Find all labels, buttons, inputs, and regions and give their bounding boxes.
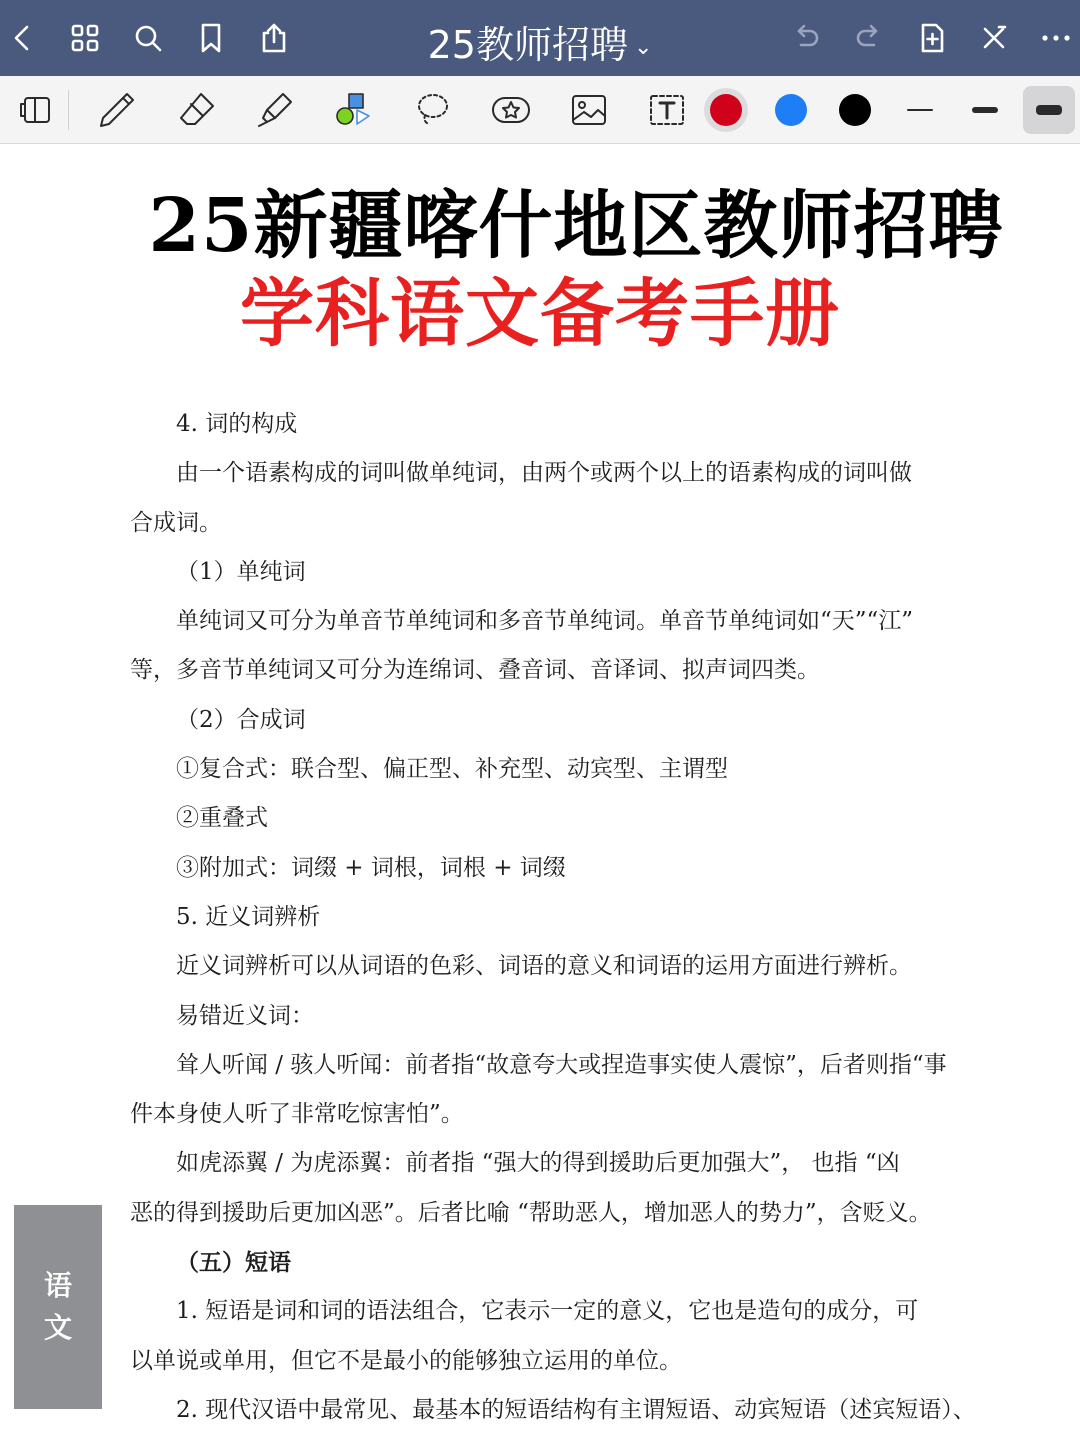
- stroke-thick-option[interactable]: [1023, 86, 1075, 134]
- list-item: ②重叠式: [176, 805, 268, 832]
- paragraph-line: 以单说或单用，但它不是最小的能够独立运用的单位。: [130, 1347, 682, 1374]
- color-black-swatch[interactable]: [839, 94, 871, 126]
- pen-icon[interactable]: [92, 86, 142, 134]
- section-heading: （五）短语: [176, 1249, 291, 1277]
- document-subheading: 学科语文备考手册: [240, 271, 840, 357]
- paragraph-line: 恶的得到援助后更加凶恶”。后者比喻 “帮助恶人，增加恶人的势力”，含贬义。: [130, 1199, 932, 1226]
- stroke-medium-option[interactable]: [959, 86, 1011, 134]
- subject-tab-char: 语: [43, 1269, 72, 1302]
- toolbar-divider: [68, 90, 69, 130]
- sticker-icon[interactable]: [486, 86, 536, 134]
- paragraph-line: 等，多音节单纯词又可分为连绵词、叠音词、音译词、拟声词四类。: [130, 657, 820, 684]
- list-item: ①复合式：联合型、偏正型、补充型、动宾型、主谓型: [176, 756, 728, 783]
- document-heading: 25新疆喀什地区教师招聘: [148, 183, 1004, 269]
- subsection-heading: （2）合成词: [176, 706, 306, 733]
- image-icon[interactable]: [564, 86, 614, 134]
- paragraph-line: 合成词。: [130, 509, 222, 536]
- paragraph-line: 件本身使人听了非常吃惊害怕”。: [130, 1101, 464, 1128]
- paragraph-line: 耸人听闻 / 骇人听闻：前者指“故意夸大或捏造事实使人震惊”，后者则指“事: [176, 1051, 947, 1078]
- document-body: [130, 400, 990, 1435]
- color-red-swatch[interactable]: [710, 94, 742, 126]
- section-heading: 4. 词的构成: [176, 411, 298, 437]
- text-icon[interactable]: [642, 86, 692, 134]
- subsection-heading: （1）单纯词: [176, 558, 306, 585]
- page-layout-icon[interactable]: [12, 86, 62, 134]
- paragraph-line: 如虎添翼 / 为虎添翼：前者指 “强大的得到援助后更加强大”， 也指 “凶: [176, 1150, 900, 1177]
- paragraph-line: 易错近义词：: [176, 1002, 314, 1029]
- list-item: ③附加式：词缀 + 词根，词根 + 词缀: [176, 854, 566, 881]
- document-title-text: 25教师招聘: [427, 23, 628, 67]
- shapes-icon[interactable]: [328, 86, 378, 134]
- redo-icon[interactable]: [847, 16, 891, 60]
- paragraph-line: 2. 现代汉语中最常见、最基本的短语结构有主谓短语、动宾短语（述宾短语）、: [176, 1396, 976, 1423]
- color-blue-swatch[interactable]: [775, 94, 807, 126]
- add-page-icon[interactable]: [910, 16, 954, 60]
- document-page[interactable]: [0, 145, 1080, 1440]
- annotation-toolbar: [0, 76, 1080, 144]
- undo-icon[interactable]: [784, 16, 828, 60]
- top-bar: [0, 0, 1080, 76]
- close-icon[interactable]: [972, 16, 1016, 60]
- paragraph-line: 1. 短语是词和词的语法组合，它表示一定的意义，它也是造句的成分，可: [176, 1298, 919, 1325]
- stroke-thin-option[interactable]: [894, 86, 946, 134]
- subject-tab: [14, 1205, 102, 1409]
- paragraph-line: 由一个语素构成的词叫做单纯词，由两个或两个以上的语素构成的词叫做: [176, 460, 912, 487]
- subject-tab-char: 文: [43, 1311, 72, 1344]
- highlighter-icon[interactable]: [250, 86, 300, 134]
- paragraph-line: 单纯词又可分为单音节单纯词和多音节单纯词。单音节单纯词如“天”“江”: [176, 608, 914, 635]
- more-icon[interactable]: [1034, 16, 1078, 60]
- section-heading: 5. 近义词辨析: [176, 903, 321, 930]
- chevron-down-icon: ⌄: [633, 35, 653, 60]
- lasso-icon[interactable]: [408, 86, 458, 134]
- eraser-icon[interactable]: [172, 86, 222, 134]
- paragraph-line: 近义词辨析可以从词语的色彩、词语的意义和词语的运用方面进行辨析。: [176, 953, 912, 980]
